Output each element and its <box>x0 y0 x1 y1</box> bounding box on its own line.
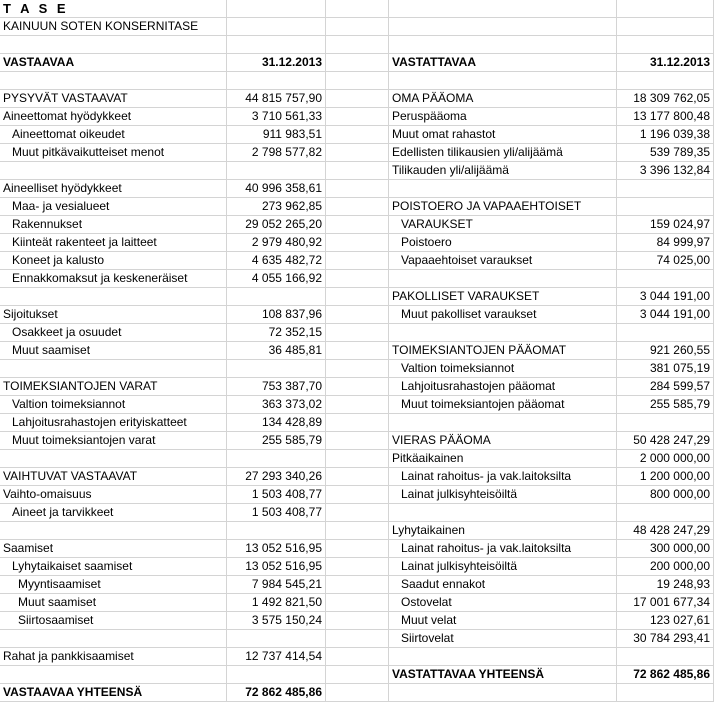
left-label-cell[interactable]: Sijoitukset <box>0 306 227 324</box>
left-value-cell[interactable] <box>227 36 326 54</box>
left-label-cell[interactable]: Aineettomat hyödykkeet <box>0 108 227 126</box>
left-label-cell[interactable]: Muut toimeksiantojen varat <box>0 432 227 450</box>
left-label-cell[interactable]: Rakennukset <box>0 216 227 234</box>
right-label-cell[interactable]: VASTATTAVAA <box>389 54 617 72</box>
left-value-cell[interactable] <box>227 450 326 468</box>
left-value-cell[interactable]: 255 585,79 <box>227 432 326 450</box>
spacer-cell[interactable] <box>326 234 389 252</box>
spacer-cell[interactable] <box>326 414 389 432</box>
left-value-cell[interactable]: 7 984 545,21 <box>227 576 326 594</box>
right-label-cell[interactable] <box>389 648 617 666</box>
left-label-cell[interactable]: VAIHTUVAT VASTAAVAT <box>0 468 227 486</box>
left-label-cell[interactable] <box>0 630 227 648</box>
spacer-cell[interactable] <box>326 162 389 180</box>
left-value-cell[interactable]: 2 798 577,82 <box>227 144 326 162</box>
right-value-cell[interactable]: 31.12.2013 <box>617 54 714 72</box>
right-label-cell[interactable]: Lahjoitusrahastojen pääomat <box>389 378 617 396</box>
right-value-cell[interactable]: 3 396 132,84 <box>617 162 714 180</box>
spacer-cell[interactable] <box>326 540 389 558</box>
right-label-cell[interactable]: Tilikauden yli/alijäämä <box>389 162 617 180</box>
left-label-cell[interactable] <box>0 666 227 684</box>
right-value-cell[interactable]: 255 585,79 <box>617 396 714 414</box>
left-value-cell[interactable]: 4 055 166,92 <box>227 270 326 288</box>
right-label-cell[interactable]: Pitkäaikainen <box>389 450 617 468</box>
left-label-cell[interactable]: TOIMEKSIANTOJEN VARAT <box>0 378 227 396</box>
spacer-cell[interactable] <box>326 324 389 342</box>
right-label-cell[interactable]: Lainat julkisyhteisöiltä <box>389 486 617 504</box>
spacer-cell[interactable] <box>326 90 389 108</box>
right-value-cell[interactable]: 539 789,35 <box>617 144 714 162</box>
right-value-cell[interactable] <box>617 198 714 216</box>
right-value-cell[interactable] <box>617 0 714 18</box>
right-value-cell[interactable]: 84 999,97 <box>617 234 714 252</box>
left-value-cell[interactable]: 911 983,51 <box>227 126 326 144</box>
left-value-cell[interactable] <box>227 0 326 18</box>
spacer-cell[interactable] <box>326 306 389 324</box>
right-label-cell[interactable]: Muut pakolliset varaukset <box>389 306 617 324</box>
right-label-cell[interactable]: Valtion toimeksiannot <box>389 360 617 378</box>
right-label-cell[interactable]: Vapaaehtoiset varaukset <box>389 252 617 270</box>
left-label-cell[interactable]: Ennakkomaksut ja keskeneräiset <box>0 270 227 288</box>
right-label-cell[interactable]: POISTOERO JA VAPAAEHTOISET <box>389 198 617 216</box>
right-value-cell[interactable]: 381 075,19 <box>617 360 714 378</box>
right-value-cell[interactable]: 50 428 247,29 <box>617 432 714 450</box>
right-value-cell[interactable]: 48 428 247,29 <box>617 522 714 540</box>
left-label-cell[interactable]: Muut saamiset <box>0 342 227 360</box>
left-value-cell[interactable] <box>227 18 326 36</box>
left-label-cell[interactable]: Aineet ja tarvikkeet <box>0 504 227 522</box>
spacer-cell[interactable] <box>326 558 389 576</box>
right-label-cell[interactable]: Ostovelat <box>389 594 617 612</box>
left-value-cell[interactable]: 44 815 757,90 <box>227 90 326 108</box>
right-value-cell[interactable]: 3 044 191,00 <box>617 306 714 324</box>
left-label-cell[interactable]: Osakkeet ja osuudet <box>0 324 227 342</box>
left-value-cell[interactable]: 13 052 516,95 <box>227 558 326 576</box>
right-value-cell[interactable]: 1 200 000,00 <box>617 468 714 486</box>
right-label-cell[interactable]: Lainat rahoitus- ja vak.laitoksilta <box>389 540 617 558</box>
left-value-cell[interactable]: 1 503 408,77 <box>227 486 326 504</box>
right-label-cell[interactable] <box>389 180 617 198</box>
left-label-cell[interactable]: Rahat ja pankkisaamiset <box>0 648 227 666</box>
right-value-cell[interactable] <box>617 18 714 36</box>
left-value-cell[interactable]: 363 373,02 <box>227 396 326 414</box>
left-value-cell[interactable]: 1 492 821,50 <box>227 594 326 612</box>
right-value-cell[interactable] <box>617 504 714 522</box>
left-label-cell[interactable]: VASTAAVAA <box>0 54 227 72</box>
left-value-cell[interactable]: 72 352,15 <box>227 324 326 342</box>
spacer-cell[interactable] <box>326 684 389 702</box>
right-label-cell[interactable]: Muut omat rahastot <box>389 126 617 144</box>
spacer-cell[interactable] <box>326 630 389 648</box>
left-label-cell[interactable]: PYSYVÄT VASTAAVAT <box>0 90 227 108</box>
right-label-cell[interactable] <box>389 324 617 342</box>
left-value-cell[interactable]: 108 837,96 <box>227 306 326 324</box>
spacer-cell[interactable] <box>326 108 389 126</box>
spacer-cell[interactable] <box>326 18 389 36</box>
right-label-cell[interactable]: Peruspääoma <box>389 108 617 126</box>
left-value-cell[interactable]: 4 635 482,72 <box>227 252 326 270</box>
spacer-cell[interactable] <box>326 126 389 144</box>
right-label-cell[interactable]: Muut velat <box>389 612 617 630</box>
spacer-cell[interactable] <box>326 612 389 630</box>
left-label-cell[interactable]: Aineelliset hyödykkeet <box>0 180 227 198</box>
left-value-cell[interactable]: 134 428,89 <box>227 414 326 432</box>
left-label-cell[interactable]: Valtion toimeksiannot <box>0 396 227 414</box>
right-value-cell[interactable]: 800 000,00 <box>617 486 714 504</box>
right-label-cell[interactable]: Siirtovelat <box>389 630 617 648</box>
right-label-cell[interactable]: VIERAS PÄÄOMA <box>389 432 617 450</box>
right-value-cell[interactable] <box>617 180 714 198</box>
left-label-cell[interactable] <box>0 288 227 306</box>
right-value-cell[interactable]: 1 196 039,38 <box>617 126 714 144</box>
right-value-cell[interactable]: 72 862 485,86 <box>617 666 714 684</box>
spacer-cell[interactable] <box>326 180 389 198</box>
right-value-cell[interactable]: 74 025,00 <box>617 252 714 270</box>
left-label-cell[interactable]: Muut saamiset <box>0 594 227 612</box>
right-label-cell[interactable] <box>389 36 617 54</box>
spacer-cell[interactable] <box>326 288 389 306</box>
spacer-cell[interactable] <box>326 576 389 594</box>
right-value-cell[interactable] <box>617 36 714 54</box>
right-value-cell[interactable]: 30 784 293,41 <box>617 630 714 648</box>
left-label-cell[interactable]: T A S E <box>0 0 227 18</box>
right-label-cell[interactable]: TOIMEKSIANTOJEN PÄÄOMAT <box>389 342 617 360</box>
right-value-cell[interactable]: 123 027,61 <box>617 612 714 630</box>
right-value-cell[interactable]: 18 309 762,05 <box>617 90 714 108</box>
left-label-cell[interactable]: Lyhytaikaiset saamiset <box>0 558 227 576</box>
right-value-cell[interactable]: 300 000,00 <box>617 540 714 558</box>
left-label-cell[interactable]: Saamiset <box>0 540 227 558</box>
right-value-cell[interactable] <box>617 684 714 702</box>
right-label-cell[interactable]: Poistoero <box>389 234 617 252</box>
left-value-cell[interactable] <box>227 522 326 540</box>
right-label-cell[interactable]: PAKOLLISET VARAUKSET <box>389 288 617 306</box>
spacer-cell[interactable] <box>326 360 389 378</box>
left-value-cell[interactable] <box>227 72 326 90</box>
left-value-cell[interactable]: 12 737 414,54 <box>227 648 326 666</box>
spacer-cell[interactable] <box>326 144 389 162</box>
spacer-cell[interactable] <box>326 216 389 234</box>
left-label-cell[interactable]: Aineettomat oikeudet <box>0 126 227 144</box>
spacer-cell[interactable] <box>326 378 389 396</box>
left-label-cell[interactable]: Lahjoitusrahastojen erityiskatteet <box>0 414 227 432</box>
left-value-cell[interactable]: 13 052 516,95 <box>227 540 326 558</box>
left-label-cell[interactable] <box>0 360 227 378</box>
right-value-cell[interactable]: 13 177 800,48 <box>617 108 714 126</box>
spacer-cell[interactable] <box>326 666 389 684</box>
spacer-cell[interactable] <box>326 450 389 468</box>
right-label-cell[interactable] <box>389 414 617 432</box>
right-label-cell[interactable]: Muut toimeksiantojen pääomat <box>389 396 617 414</box>
right-label-cell[interactable] <box>389 72 617 90</box>
spacer-cell[interactable] <box>326 396 389 414</box>
left-value-cell[interactable]: 29 052 265,20 <box>227 216 326 234</box>
right-label-cell[interactable] <box>389 270 617 288</box>
spacer-cell[interactable] <box>326 432 389 450</box>
left-value-cell[interactable]: 72 862 485,86 <box>227 684 326 702</box>
left-value-cell[interactable] <box>227 162 326 180</box>
spacer-cell[interactable] <box>326 0 389 18</box>
spacer-cell[interactable] <box>326 198 389 216</box>
right-value-cell[interactable]: 921 260,55 <box>617 342 714 360</box>
left-value-cell[interactable]: 27 293 340,26 <box>227 468 326 486</box>
right-label-cell[interactable]: Lainat julkisyhteisöiltä <box>389 558 617 576</box>
left-value-cell[interactable] <box>227 288 326 306</box>
right-value-cell[interactable] <box>617 72 714 90</box>
left-label-cell[interactable] <box>0 36 227 54</box>
left-value-cell[interactable] <box>227 666 326 684</box>
spacer-cell[interactable] <box>326 36 389 54</box>
left-value-cell[interactable]: 273 962,85 <box>227 198 326 216</box>
right-label-cell[interactable]: VASTATTAVAA YHTEENSÄ <box>389 666 617 684</box>
left-value-cell[interactable] <box>227 360 326 378</box>
spacer-cell[interactable] <box>326 270 389 288</box>
right-value-cell[interactable]: 3 044 191,00 <box>617 288 714 306</box>
right-value-cell[interactable]: 159 024,97 <box>617 216 714 234</box>
right-value-cell[interactable]: 200 000,00 <box>617 558 714 576</box>
spacer-cell[interactable] <box>326 648 389 666</box>
right-label-cell[interactable] <box>389 504 617 522</box>
right-label-cell[interactable]: VARAUKSET <box>389 216 617 234</box>
left-value-cell[interactable]: 3 710 561,33 <box>227 108 326 126</box>
left-label-cell[interactable]: Myyntisaamiset <box>0 576 227 594</box>
spacer-cell[interactable] <box>326 72 389 90</box>
left-label-cell[interactable]: Siirtosaamiset <box>0 612 227 630</box>
right-label-cell[interactable]: Lyhytaikainen <box>389 522 617 540</box>
left-label-cell[interactable] <box>0 450 227 468</box>
right-label-cell[interactable] <box>389 0 617 18</box>
right-label-cell[interactable]: OMA PÄÄOMA <box>389 90 617 108</box>
left-label-cell[interactable]: Muut pitkävaikutteiset menot <box>0 144 227 162</box>
left-label-cell[interactable]: Kiinteät rakenteet ja laitteet <box>0 234 227 252</box>
left-value-cell[interactable]: 3 575 150,24 <box>227 612 326 630</box>
right-label-cell[interactable]: Saadut ennakot <box>389 576 617 594</box>
spacer-cell[interactable] <box>326 342 389 360</box>
right-label-cell[interactable]: Lainat rahoitus- ja vak.laitoksilta <box>389 468 617 486</box>
left-value-cell[interactable]: 36 485,81 <box>227 342 326 360</box>
right-value-cell[interactable] <box>617 324 714 342</box>
left-value-cell[interactable]: 753 387,70 <box>227 378 326 396</box>
right-label-cell[interactable] <box>389 18 617 36</box>
spacer-cell[interactable] <box>326 252 389 270</box>
right-label-cell[interactable] <box>389 684 617 702</box>
left-value-cell[interactable]: 40 996 358,61 <box>227 180 326 198</box>
right-value-cell[interactable]: 284 599,57 <box>617 378 714 396</box>
right-label-cell[interactable]: Edellisten tilikausien yli/alijäämä <box>389 144 617 162</box>
left-label-cell[interactable]: Maa- ja vesialueet <box>0 198 227 216</box>
spacer-cell[interactable] <box>326 468 389 486</box>
spacer-cell[interactable] <box>326 54 389 72</box>
spacer-cell[interactable] <box>326 522 389 540</box>
left-value-cell[interactable] <box>227 630 326 648</box>
left-value-cell[interactable]: 2 979 480,92 <box>227 234 326 252</box>
left-label-cell[interactable] <box>0 522 227 540</box>
left-value-cell[interactable]: 31.12.2013 <box>227 54 326 72</box>
right-value-cell[interactable]: 17 001 677,34 <box>617 594 714 612</box>
right-value-cell[interactable] <box>617 414 714 432</box>
spacer-cell[interactable] <box>326 594 389 612</box>
spacer-cell[interactable] <box>326 486 389 504</box>
left-value-cell[interactable]: 1 503 408,77 <box>227 504 326 522</box>
spacer-cell[interactable] <box>326 504 389 522</box>
right-value-cell[interactable]: 2 000 000,00 <box>617 450 714 468</box>
right-value-cell[interactable] <box>617 648 714 666</box>
left-label-cell[interactable]: Vaihto-omaisuus <box>0 486 227 504</box>
left-label-cell[interactable] <box>0 162 227 180</box>
left-label-cell[interactable]: VASTAAVAA YHTEENSÄ <box>0 684 227 702</box>
right-value-cell[interactable] <box>617 270 714 288</box>
left-label-cell[interactable]: KAINUUN SOTEN KONSERNITASE <box>0 18 227 36</box>
right-value-cell[interactable]: 19 248,93 <box>617 576 714 594</box>
left-label-cell[interactable] <box>0 72 227 90</box>
left-label-cell[interactable]: Koneet ja kalusto <box>0 252 227 270</box>
